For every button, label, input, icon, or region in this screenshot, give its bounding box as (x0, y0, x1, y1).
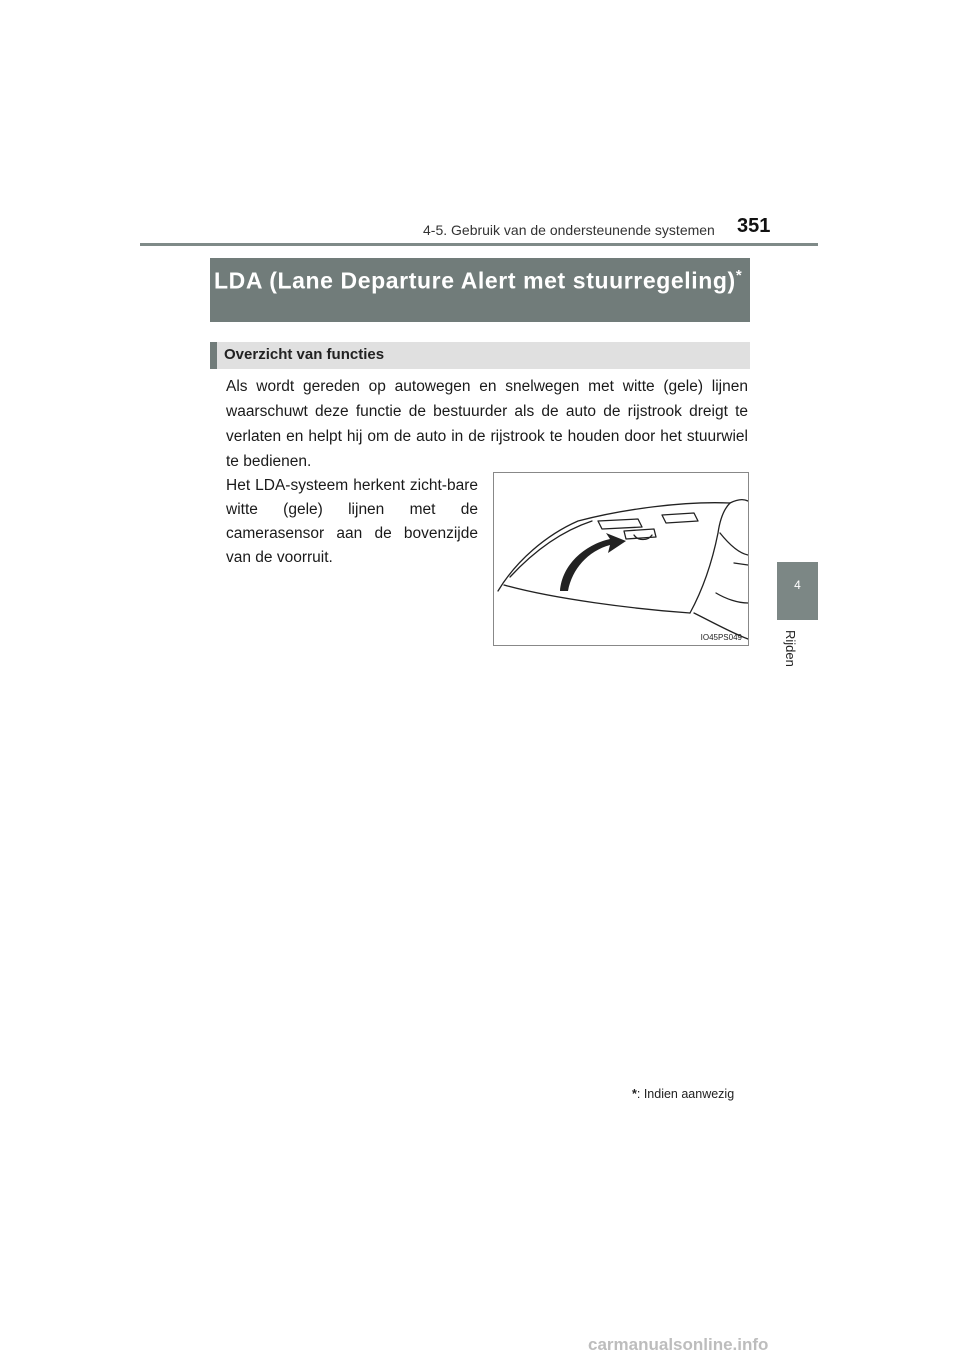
figure-code: IO45PS049 (700, 633, 742, 642)
section-title-text: LDA (Lane Departure Alert met stuurregeling) (214, 267, 736, 294)
subheading-marker (210, 342, 217, 369)
header-rule (140, 243, 818, 246)
windshield-drawing (494, 473, 748, 645)
chapter-label: Rijden (783, 630, 798, 667)
subheading: Overzicht van functies (224, 346, 385, 363)
footnote-text: : Indien aanwezig (636, 1087, 735, 1101)
arrow-to-camera (560, 533, 626, 591)
page-number: 351 (737, 215, 771, 237)
running-header: 4-5. Gebruik van de ondersteunende systemen (423, 222, 715, 238)
site-watermark: carmanualsonline.info (588, 1335, 769, 1354)
footnote-asterisk: * (632, 1087, 637, 1101)
section-title (214, 261, 744, 296)
chapter-number: 4 (794, 578, 801, 592)
title-asterisk: * (735, 267, 743, 284)
paragraph-intro: Als wordt gereden op autowegen en snelwegen met witte (gele) lijnen waarschuwt deze functie de bestuurder als de auto de rijstrook dreigt te verlaten en helpt hij om de auto in de rijstrook te houden door het stuurwiel te bedienen. (226, 378, 748, 470)
windshield-camera-illustration (493, 472, 749, 646)
paragraph-camera: Het LDA-systeem herkent zicht-bare witte (gele) lijnen met de camerasensor aan de bovenzijde van de voorruit. (226, 477, 478, 566)
footnote (632, 1087, 734, 1101)
